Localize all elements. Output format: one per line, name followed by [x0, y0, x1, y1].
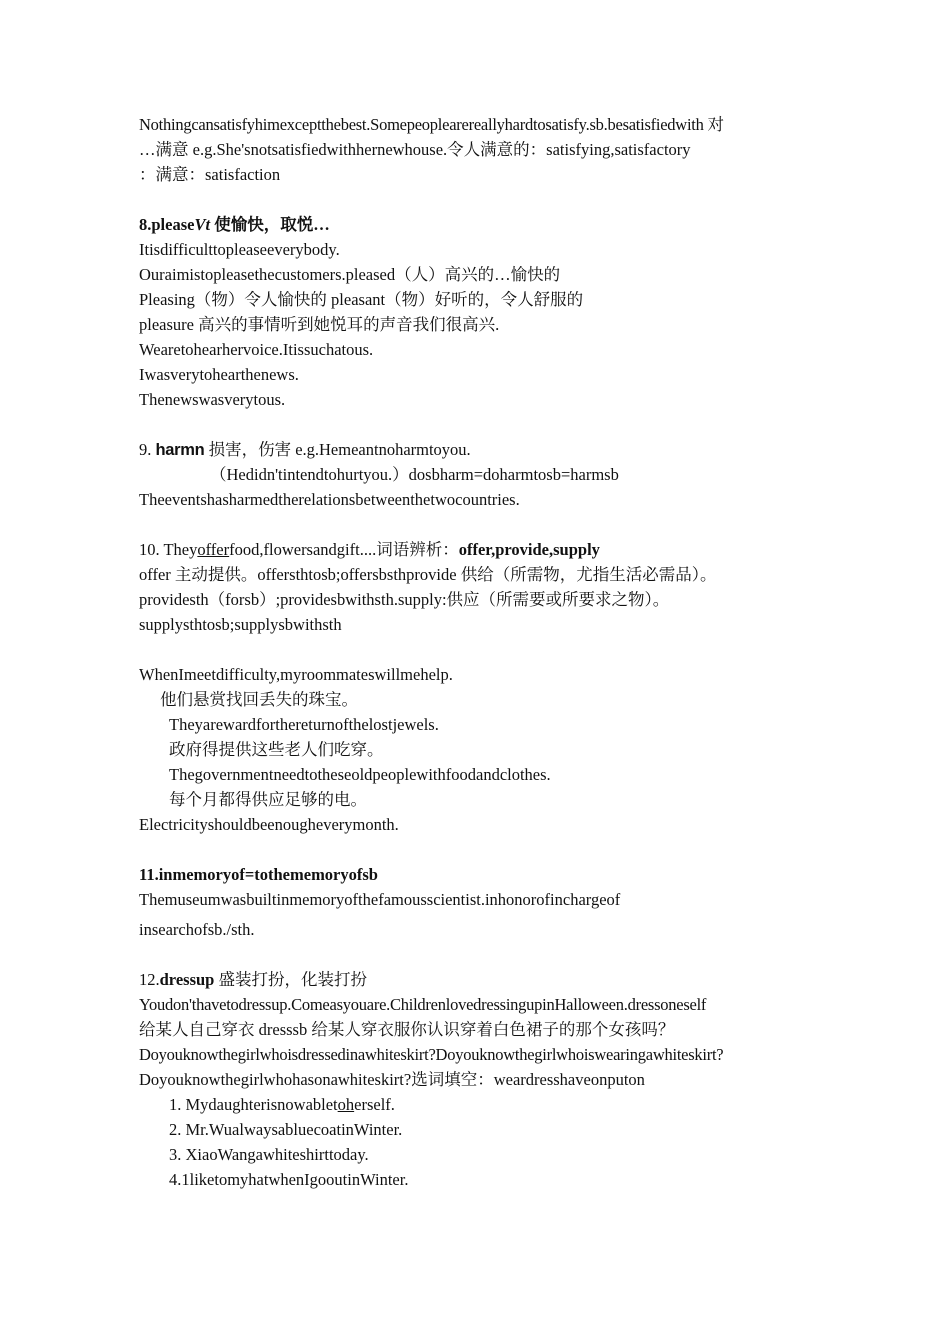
exercise-item: 4.1liketomyhatwhenIgooutinWinter. — [169, 1170, 409, 1189]
exercise-line: Thegovernmentneedtotheseoldpeoplewithfoodandclothes. — [169, 765, 551, 784]
text-line: Iwasverytohearthenews. — [139, 365, 299, 384]
underlined-text: oh — [337, 1095, 355, 1114]
heading-meaning: 损害，伤害 e.g.Hemeantnoharmtoyou. — [204, 440, 471, 459]
heading-pos: Vt — [194, 215, 211, 234]
heading-number: 9. — [139, 440, 156, 459]
exercise-line: 政府得提供这些老人们吃穿。 — [169, 740, 384, 759]
heading-word: dressup — [159, 970, 215, 989]
exercise-line: Theyarewardforthereturnofthelostjewels. — [169, 715, 439, 734]
heading-middle: food,flowersandgift....词语辨析： — [229, 540, 459, 559]
text-line: pleasure 高兴的事情听到她悦耳的声音我们很高兴. — [139, 315, 500, 334]
text-line: Wearetohearhervoice.Itissuchatous. — [139, 340, 374, 359]
document-page — [139, 112, 819, 1192]
exercise-line: 每个月都得供应足够的电。 — [169, 790, 367, 809]
text-line: ：满意：satisfaction — [139, 165, 281, 184]
text-line: Themuseumwasbuiltinmemoryofthefamousscientist.inhonorofinchargeof — [139, 890, 621, 909]
heading-keywords: offer,provide,supply — [458, 540, 600, 559]
text-line: …满意 e.g.She'snotsatisfiedwithhernewhouse.令人满意的：satisfying,satisfactory — [139, 140, 691, 159]
text-line: Thenewswasverytous. — [139, 390, 286, 409]
text-line: （Hedidn'tintendtohurtyou.）dosbharm=doharmtosb=harmsb — [210, 465, 619, 484]
exercise-line: 他们悬赏找回丢失的珠宝。 — [160, 690, 358, 709]
heading-number: 12. — [139, 970, 160, 989]
exercise-line: Electricityshouldbeenougheverymonth. — [139, 815, 399, 834]
text-line: Itisdifficulttopleaseeverybody. — [139, 240, 340, 259]
item-text: erself. — [354, 1095, 395, 1114]
section-heading-12 — [139, 967, 819, 992]
heading-word: harmn — [155, 441, 205, 459]
section-heading-9 — [139, 437, 819, 462]
text-line: Nothingcansatisfyhimexceptthebest.Somepeoplearereallyhardtosatisfy.sb.besatisfiedwith 对 — [139, 115, 724, 134]
heading-prefix: 10. They — [139, 540, 198, 559]
text-line: providesth（forsb）;providesbwithsth.supply:供应（所需要或所要求之物）。 — [139, 590, 670, 609]
text-line: Doyouknowthegirlwhoisdressedinawhiteskirt?Doyouknowthegirlwhoiswearingawhiteskirt? — [139, 1045, 724, 1064]
exercise-item — [139, 1092, 819, 1117]
section-heading-10 — [139, 537, 819, 562]
text-line: 给某人自己穿衣 dresssb 给某人穿衣服你认识穿着白色裙子的那个女孩吗？ — [139, 1020, 675, 1039]
text-line: supplysthtosb;supplysbwithsth — [139, 615, 342, 634]
heading-word: 8.please — [139, 215, 195, 234]
text-line: Doyouknowthegirlwhohasonawhiteskirt?选词填空：weardresshaveonputon — [139, 1070, 645, 1089]
exercise-item: 3. XiaoWangawhiteshirttoday. — [169, 1145, 369, 1164]
text-line: offer 主动提供。offersthtosb;offersbsthprovide 供给（所需物，尤指生活必需品）。 — [139, 565, 717, 584]
text-line: Pleasing（物）令人愉快的 pleasant（物）好听的，令人舒服的 — [139, 290, 584, 309]
text-line: insearchofsb./sth. — [139, 920, 255, 939]
text-line: Youdon'thavetodressup.Comeasyouare.ChildrenlovedressingupinHalloween.dressoneself — [139, 995, 707, 1014]
exercise-line: WhenImeetdifficulty,myroommateswillmehelp. — [139, 665, 453, 684]
section-heading-8 — [139, 212, 819, 237]
heading-meaning: 盛装打扮，化装打扮 — [214, 970, 367, 989]
heading-meaning: 使愉快，取悦… — [210, 215, 330, 234]
text-line: Theeventshasharmedtherelationsbetweenthetwocountries. — [139, 490, 520, 509]
underlined-word: offer — [197, 540, 230, 559]
section-heading-11: 11.inmemoryof=tothememoryofsb — [139, 865, 378, 884]
item-text: 1. Mydaughterisnowablet — [169, 1095, 338, 1114]
exercise-item: 2. Mr.WualwaysabluecoatinWinter. — [169, 1120, 403, 1139]
text-line: Ouraimistopleasethecustomers.pleased（人）高兴的…愉快的 — [139, 265, 561, 284]
